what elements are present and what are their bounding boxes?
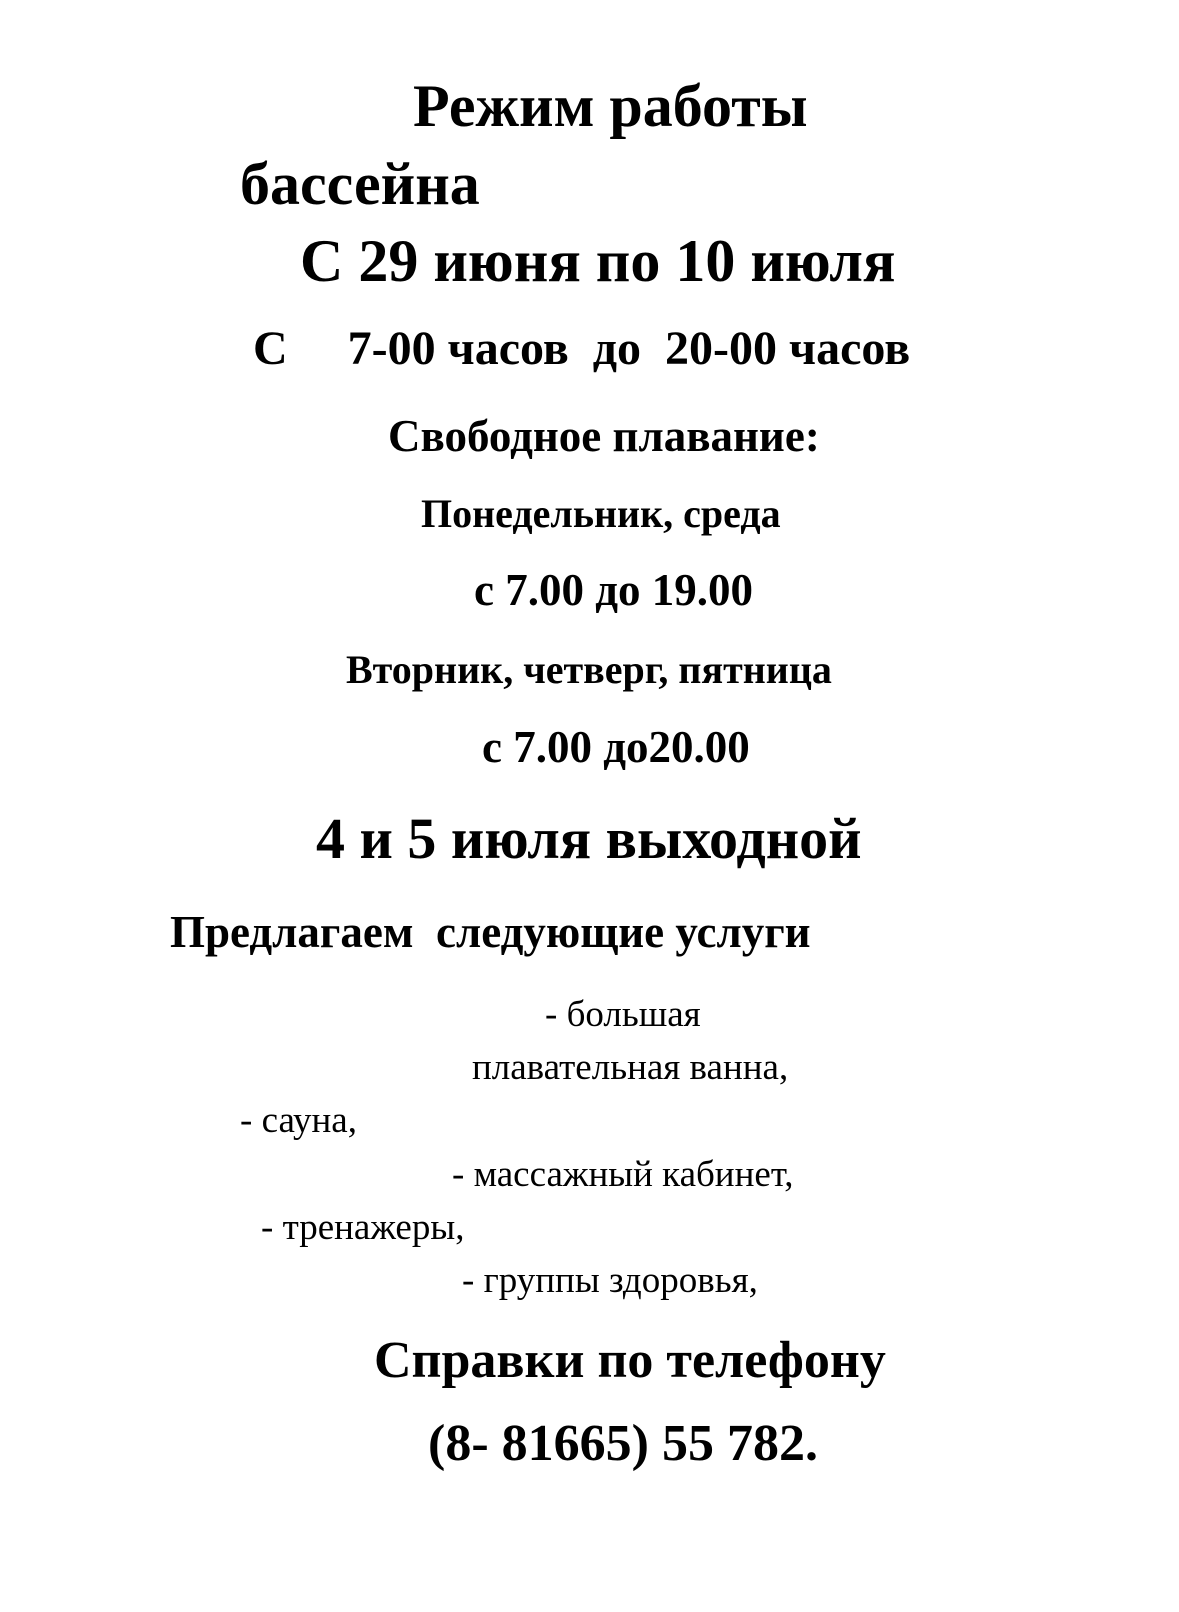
service-item: - массажный кабинет,	[452, 1154, 794, 1195]
opening-hours: С 7-00 часов до 20-00 часов	[253, 322, 911, 375]
service-item: - группы здоровья,	[462, 1260, 758, 1301]
service-item: - тренажеры,	[261, 1207, 465, 1248]
schedule-time-1: с 7.00 до 19.00	[474, 565, 753, 615]
info-heading: Справки по телефону	[374, 1332, 886, 1389]
schedule-time-2: с 7.00 до20.00	[482, 722, 750, 772]
service-item: - сауна,	[240, 1100, 357, 1141]
title-line-1: Режим работы	[413, 73, 808, 139]
service-item: - большая	[545, 994, 701, 1035]
period-dates: С 29 июня по 10 июля	[300, 228, 896, 294]
title-line-2: бассейна	[240, 151, 480, 217]
phone-number: (8- 81665) 55 782.	[428, 1415, 818, 1472]
services-heading: Предлагаем следующие услуги	[170, 907, 811, 957]
service-item: плавательная ванна,	[472, 1047, 789, 1088]
schedule-days-2: Вторник, четверг, пятница	[346, 647, 832, 692]
schedule-days-1: Понедельник, среда	[421, 491, 781, 536]
day-off-notice: 4 и 5 июля выходной	[316, 806, 862, 871]
free-swim-heading: Свободное плавание:	[388, 411, 820, 461]
